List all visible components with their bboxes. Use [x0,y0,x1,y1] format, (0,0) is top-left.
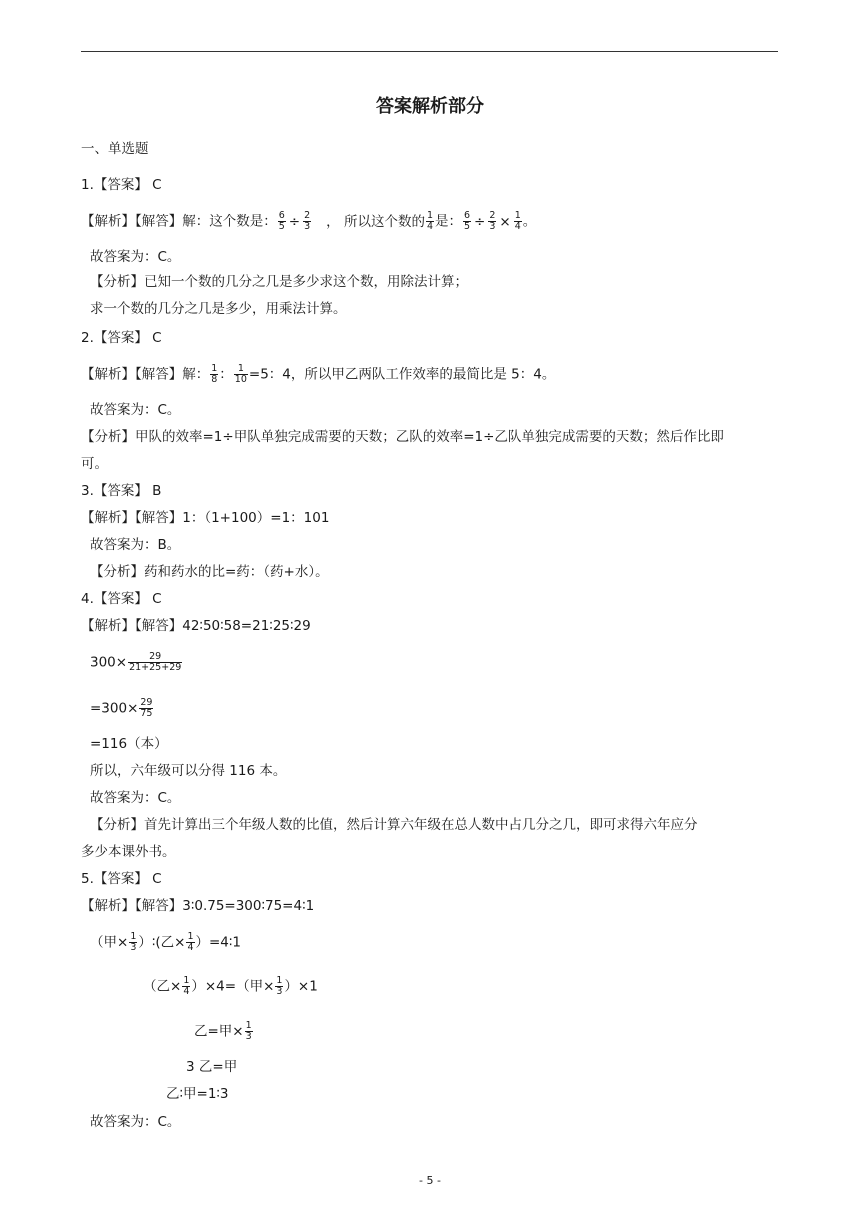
q2-answer: 2.【答案】 C [81,330,162,346]
denominator: 3 [489,221,496,232]
numerator: 29 [140,697,153,708]
numerator: 1 [187,931,194,942]
denominator: 8 [211,374,218,385]
fraction [128,652,182,673]
q3-solution: 【解析】【解答】1：（1+100）=1：101 [81,510,330,526]
q1-analysis-1: 【分析】已知一个数的几分之几是多少求这个数，用除法计算； [90,274,468,290]
denominator: 10 [234,374,247,385]
q5-step-3: 乙=甲× $\frac{1}{3}$ [194,1020,252,1042]
fraction [182,976,190,997]
q1-solution: 【解析】【解答】解：这个数是： $\frac{6}{5}$ ÷ $\frac{2}{3}$ ， 所以这个数的 $\frac{1}{4}$ 是： $\frac{6}{5}$ ÷ $\frac{2}{3}$ × $\frac{1}{4}$ 。 [81,210,537,232]
fraction [210,364,218,385]
q2-analysis-2: 可。 [81,456,108,472]
fraction [234,364,248,385]
fraction [463,211,471,232]
q5-conclusion: 故答案为：C。 [90,1114,181,1130]
fraction [245,1021,253,1042]
q5-step-5: 乙∶甲=1∶3 [166,1086,229,1102]
q3-analysis: 【分析】药和药水的比=药：（药+水）。 [90,564,329,580]
numerator: 1 [183,975,190,986]
denominator: 4 [426,221,433,232]
q2-conclusion: 故答案为：C。 [90,402,181,418]
fraction [278,211,286,232]
q2-solution: 【解析】【解答】解： $\frac{1}{8}$ ： $\frac{1}{10}$ =5：4，所以甲乙两队工作效率的最简比是 5：4。 [81,363,556,385]
numerator: 1 [276,975,283,986]
q4-answer: 4.【答案】 C [81,591,162,607]
numerator: 1 [211,363,218,374]
numerator: 2 [304,210,311,221]
q4-step-4: 所以，六年级可以分得 116 本。 [90,763,287,779]
numerator: 2 [489,210,496,221]
q5-step-2: （乙× $\frac{1}{4}$ ）×4=（甲× $\frac{1}{3}$ ）×1 [143,975,318,997]
section-heading: 一、单选题 [81,141,149,157]
q4-conclusion: 故答案为：C。 [90,790,181,806]
fraction [303,211,311,232]
denominator: 5 [464,221,471,232]
denominator: 4 [187,942,194,953]
denominator: 3 [304,221,311,232]
denominator: 3 [276,986,283,997]
fraction [514,211,522,232]
q1-conclusion: 故答案为：C。 [90,249,181,265]
fraction [488,211,496,232]
q4-solution: 【解析】【解答】42∶50∶58=21∶25∶29 [81,618,311,634]
denominator: 3 [245,1031,252,1042]
denominator: 75 [140,708,153,719]
fraction [139,698,153,719]
q4-step-1: 300× $\frac{29}{21+25+29}$ [90,651,182,673]
numerator: 1 [237,363,244,374]
header-rule [81,51,778,52]
q5-solution: 【解析】【解答】3∶0.75=300∶75=4∶1 [81,898,315,914]
fraction [275,976,283,997]
q1-answer: 1.【答案】 C [81,177,162,193]
q2-analysis-1: 【分析】甲队的效率=1÷甲队单独完成需要的天数；乙队的效率=1÷乙队单独完成需要的天数；然后作比即 [81,429,724,445]
fraction [186,932,194,953]
denominator: 4 [183,986,190,997]
denominator: 3 [130,942,137,953]
fraction [129,932,137,953]
numerator: 1 [426,210,433,221]
denominator: 21+25+29 [129,662,182,673]
numerator: 1 [130,931,137,942]
q4-analysis-2: 多少本课外书。 [81,844,176,860]
numerator: 6 [278,210,285,221]
numerator: 1 [514,210,521,221]
page-number: - 5 - [419,1174,441,1187]
q5-answer: 5.【答案】 C [81,871,162,887]
q1-analysis-2: 求一个数的几分之几是多少，用乘法计算。 [90,301,347,317]
denominator: 5 [278,221,285,232]
numerator: 29 [149,651,162,662]
q4-step-3: =116（本） [90,736,168,752]
numerator: 6 [464,210,471,221]
fraction [426,211,434,232]
q3-answer: 3.【答案】 B [81,483,162,499]
q4-analysis-1: 【分析】首先计算出三个年级人数的比值，然后计算六年级在总人数中占几分之几，即可求得六年应分 [90,817,698,833]
q5-step-4: 3 乙=甲 [186,1059,238,1075]
page-title: 答案解析部分 [376,96,484,117]
q5-step-1: （甲× $\frac{1}{3}$ ）∶(乙× $\frac{1}{4}$ ）=4∶1 [90,931,242,953]
denominator: 4 [514,221,521,232]
numerator: 1 [245,1020,252,1031]
q4-step-2: =300× $\frac{29}{75}$ [90,697,153,719]
q3-conclusion: 故答案为：B。 [90,537,181,553]
